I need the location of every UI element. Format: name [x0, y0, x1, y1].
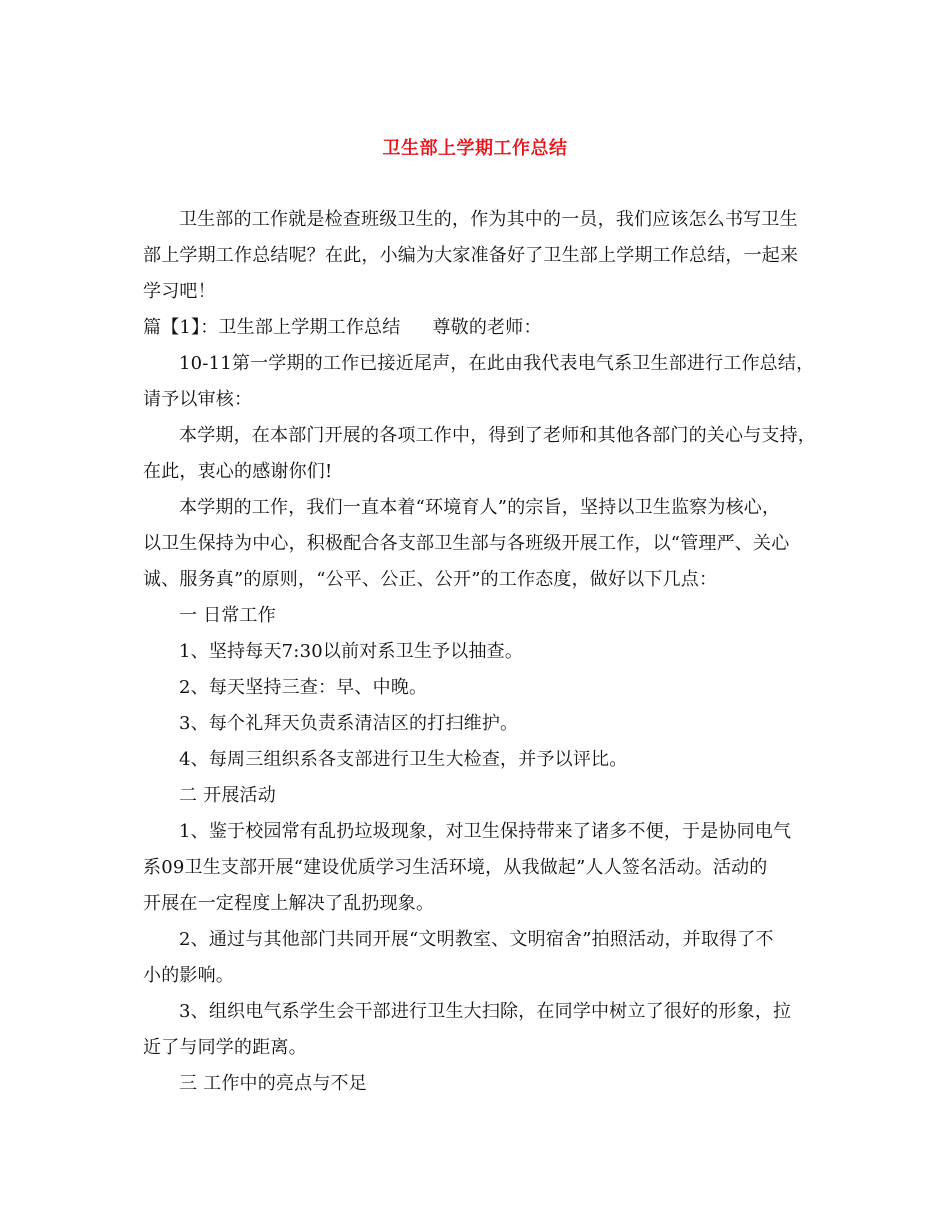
- list-item: 3、每个礼拜天负责系清洁区的打扫维护。: [179, 713, 519, 734]
- list-item: 4、每周三组织系各支部进行卫生大检查，并予以评比。: [179, 749, 628, 770]
- list-item: 2、通过与其他部门共同开展“文明教室、文明宿舍”拍照活动，并取得了不: [179, 929, 774, 950]
- subsection-heading: 二 开展活动: [179, 785, 276, 806]
- list-item: 1、鉴于校园常有乱扔垃圾现象，对卫生保持带来了诸多不便，于是协同电气: [179, 821, 792, 842]
- list-item: 2、每天坚持三查：早、中晚。: [179, 677, 428, 698]
- subsection-heading: 三 工作中的亮点与不足: [179, 1073, 367, 1094]
- paragraph-line: 小的影响。: [143, 965, 234, 986]
- section-heading-line: [143, 310, 833, 346]
- subsection-heading: 一 日常工作: [179, 605, 276, 626]
- document-title: 卫生部上学期工作总结: [382, 138, 568, 159]
- paragraph-line: 诚、服务真”的原则，“公平、公正、公开”的工作态度，做好以下几点：: [143, 569, 718, 590]
- paragraph-line: 系09卫生支部开展“建设优质学习生活环境，从我做起”人人签名活动。活动的: [143, 857, 768, 878]
- paragraph-line: 10-11第一学期的工作已接近尾声，在此由我代表电气系卫生部进行工作总结，: [179, 353, 815, 374]
- paragraph-line: 本学期的工作，我们一直本着“环境育人”的宗旨，坚持以卫生监察为核心，: [179, 497, 781, 518]
- paragraph-line: 以卫生保持为中心，积极配合各支部卫生部与各班级开展工作，以“管理严、关心: [143, 533, 790, 554]
- paragraph-line: 开展在一定程度上解决了乱扔现象。: [143, 893, 435, 914]
- document-body: [143, 202, 833, 1102]
- salutation: 尊敬的老师：: [432, 317, 542, 338]
- section-heading: 篇【1】：卫生部上学期工作总结: [143, 317, 401, 338]
- paragraph-line: 在此，衷心的感谢你们!: [143, 461, 333, 482]
- list-item: 1、坚持每天7:30以前对系卫生予以抽查。: [179, 641, 524, 662]
- paragraph-line: 部上学期工作总结呢？在此，小编为大家准备好了卫生部上学期工作总结，一起来: [143, 245, 799, 266]
- paragraph-line: 请予以审核：: [143, 389, 253, 410]
- paragraph-line: 本学期，在本部门开展的各项工作中，得到了老师和其他各部门的关心与支持，: [179, 425, 816, 446]
- list-item: 3、组织电气系学生会干部进行卫生大扫除，在同学中树立了很好的形象，拉: [179, 1001, 792, 1022]
- paragraph-line: 近了与同学的距离。: [143, 1037, 307, 1058]
- paragraph-line: 卫生部的工作就是检查班级卫生的，作为其中的一员，我们应该怎么书写卫生: [179, 209, 798, 230]
- paragraph-line: 学习吧！: [143, 281, 216, 302]
